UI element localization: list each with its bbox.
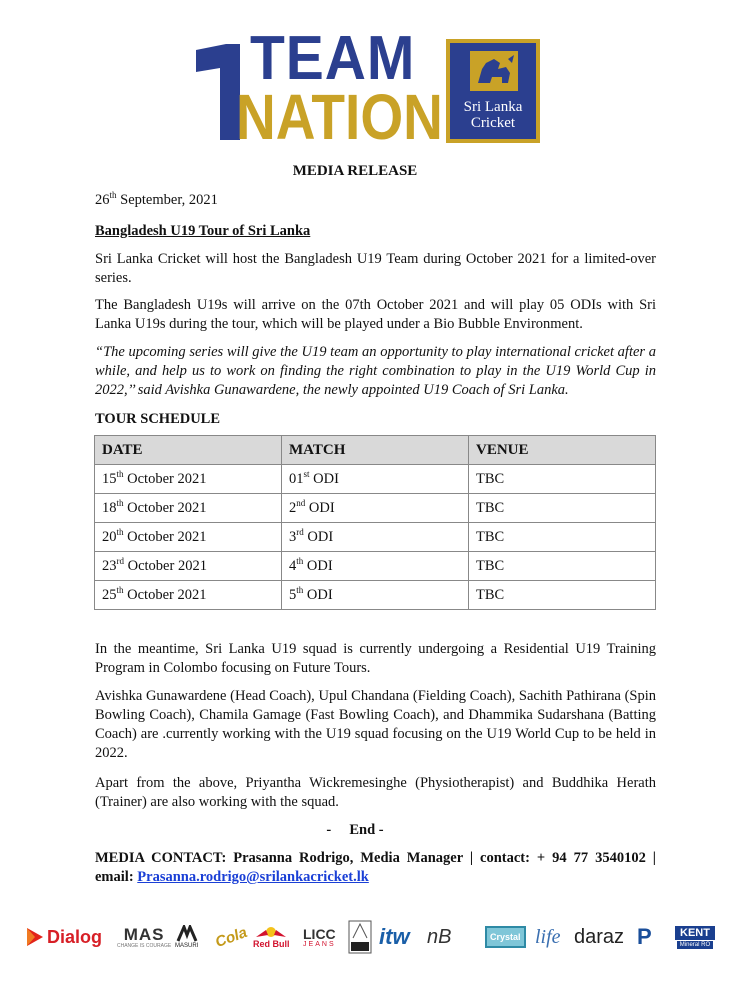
header-date: DATE — [95, 436, 282, 465]
cell-date: 23rd October 2021 — [95, 552, 282, 581]
sri-lanka-cricket-badge — [446, 39, 540, 143]
schedule-title: TOUR SCHEDULE — [95, 411, 221, 427]
event-mark-icon — [348, 920, 372, 954]
sponsor-logo-strip — [25, 918, 725, 958]
nb-logo: nB — [427, 925, 452, 948]
daraz-logo: daraz — [574, 925, 625, 948]
cell-venue: TBC — [469, 552, 656, 581]
sprite-cola-logo: Cola — [213, 923, 250, 951]
cell-date: 25th October 2021 — [95, 581, 282, 610]
life-logo: life — [535, 925, 561, 948]
header-venue: VENUE — [469, 436, 656, 465]
table-row — [95, 523, 656, 552]
cell-date: 18th October 2021 — [95, 494, 282, 523]
cell-match: 3rd ODI — [282, 523, 469, 552]
paragraph-3: In the meantime, Sri Lanka U19 squad is currently undergoing a Residential U19 Training Program in Colombo focusing on Future Tours. — [95, 641, 656, 676]
crystal-logo: Crystal — [485, 918, 526, 956]
paragraph-5: Apart from the above, Priyantha Wickremesinghe (Physiotherapist) and Buddhika Herath (Trainer) are also working with the squad. — [95, 775, 656, 810]
release-date: 26th September, 2021 — [95, 190, 218, 208]
pg-group-logo: P — [637, 924, 652, 949]
table-row — [95, 494, 656, 523]
cell-match: 2nd ODI — [282, 494, 469, 523]
coach-quote: “The upcoming series will give the U19 team an opportunity to play international cricket after a while, and help us to work on finding the right combination to play in the U19 World Cup in 2022,’’ said Avishka Gunawardene, the newly appointed U19 Coach of Sri Lanka. — [95, 344, 656, 398]
masuri-logo: MASURI — [175, 918, 198, 956]
release-subject: Bangladesh U19 Tour of Sri Lanka — [95, 223, 311, 239]
licc-logo: LICC JEANS — [303, 925, 336, 948]
redbull-mark-icon — [254, 925, 288, 939]
lion-icon — [468, 49, 520, 93]
masuri-mark-icon — [176, 925, 198, 943]
header-match: MATCH — [282, 436, 469, 465]
table-row — [95, 465, 656, 494]
email-link[interactable]: Prasanna.rodrigo@srilankacricket.lk — [137, 869, 369, 885]
table-header-row — [95, 436, 656, 465]
cell-match: 5th ODI — [282, 581, 469, 610]
cell-match: 01st ODI — [282, 465, 469, 494]
badge-line-2: Cricket — [470, 115, 516, 131]
dialog-logo: Dialog — [25, 918, 102, 956]
table-row — [95, 581, 656, 610]
release-title: MEDIA RELEASE — [292, 163, 418, 179]
end-marker: - End - — [326, 822, 384, 838]
paragraph-4: Avishka Gunawardene (Head Coach), Upul Chandana (Fielding Coach), Sachith Pathirana (Spin Bowling Coach), Chamila Gamage (Fast Bowling Coach), and Dhammika Sudarshana (Batting Coach) are .currently working with the U19 squad focusing on the U19 World Cup to be held in 2022. — [95, 688, 656, 761]
kent-logo: KENT Mineral RO — [675, 918, 715, 956]
table-row — [95, 552, 656, 581]
paragraph-2: The Bangladesh U19s will arrive on the 07th October 2021 and will play 05 ODIs with Sri Lanka U19s during the tour, which will be played under a Bio Bubble Environment. — [95, 297, 656, 332]
cell-venue: TBC — [469, 465, 656, 494]
badge-line-1: Sri Lanka — [463, 99, 523, 115]
cell-date: 20th October 2021 — [95, 523, 282, 552]
logo-nation-text: NATION — [236, 81, 443, 153]
cell-venue: TBC — [469, 494, 656, 523]
cell-venue: TBC — [469, 581, 656, 610]
cell-match: 4th ODI — [282, 552, 469, 581]
cell-venue: TBC — [469, 523, 656, 552]
media-contact: MEDIA CONTACT: Prasanna Rodrigo, Media Manager | contact: + 94 77 3540102 | email: Prasanna.rodrigo@srilankacricket.lk — [95, 850, 656, 885]
itw-logo: itw — [379, 924, 410, 949]
team-nation-logo — [190, 24, 542, 153]
cell-date: 15th October 2021 — [95, 465, 282, 494]
paragraph-1: Sri Lanka Cricket will host the Bangladesh U19 Team during October 2021 for a limited-over series. — [95, 251, 656, 286]
mas-logo: MAS CHANGE IS COURAGE — [117, 924, 172, 949]
event-logo — [348, 918, 372, 956]
logo-team-text: TEAM — [250, 24, 416, 93]
redbull-logo: Red Bull — [253, 918, 290, 956]
dialog-mark-icon — [25, 926, 45, 948]
tour-schedule-table — [94, 435, 656, 610]
